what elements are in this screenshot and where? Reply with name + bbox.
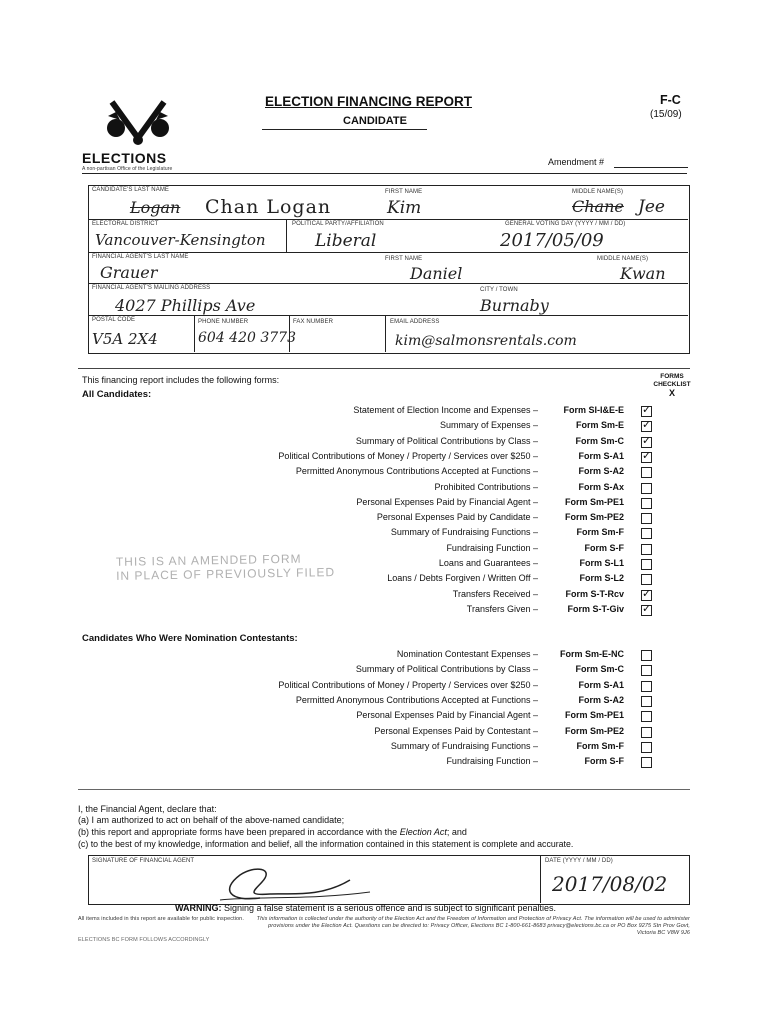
voting-day-field[interactable]: 2017/05/09 [500,230,604,251]
form-description: Personal Expenses Paid by Financial Agent – [356,496,538,507]
warning-label: WARNING: [175,903,222,913]
candidate-middle-name-label: MIDDLE NAME(S) [572,189,624,195]
form-code-label: Form SI-I&E-E [563,405,624,415]
postal-field[interactable]: V5A 2X4 [92,330,158,348]
phone-field[interactable]: 604 420 3773 [198,330,296,346]
form-checkbox[interactable] [641,681,652,692]
form-code-label: Form S-T-Rcv [565,588,624,599]
declaration-a: (a) I am authorized to act on behalf of the above-named candidate; [78,815,345,825]
checklist-label-checklist: CHECKLIST [653,381,691,388]
form-row [0,420,770,433]
address-label: FINANCIAL AGENT'S MAILING ADDRESS [92,285,211,291]
district-field[interactable]: Vancouver-Kensington [95,231,266,249]
form-checkbox[interactable] [641,696,652,707]
form-checkbox[interactable] [641,406,652,417]
declaration-c: (c) to the best of my knowledge, information and belief, all the information contained in this statement is complete and accurate. [78,839,574,849]
form-row [0,695,770,708]
form-code-label: Form Sm-PE2 [564,512,624,523]
page-subtitle: CANDIDATE [343,115,407,127]
form-row [0,741,770,754]
form-checkbox[interactable] [641,590,652,601]
form-code-label: Form S-A1 [578,450,624,461]
form-description: Loans / Debts Forgiven / Written Off – [387,573,538,584]
form-description: Fundraising Function – [446,756,538,767]
footer-bottom-left: ELECTIONS BC FORM FOLLOWS ACCORDINGLY [78,937,210,943]
form-checkbox[interactable] [641,757,652,768]
declaration-b-post: ; and [446,827,467,837]
form-description: Summary of Fundraising Functions – [390,527,538,538]
form-checkbox[interactable] [641,559,652,570]
form-row [0,497,770,510]
form-code-label: Form Sm-C [575,435,624,446]
form-code-label: Form S-L2 [579,573,624,584]
form-code-label: Form Sm-F [576,527,624,538]
form-version: (15/09) [650,109,682,120]
candidate-last-name-label: CANDIDATE'S LAST NAME [92,187,170,193]
form-row [0,604,770,617]
declaration-b [78,827,467,837]
form-description: Statement of Election Income and Expenses – [353,405,538,415]
phone-label: PHONE NUMBER [198,319,249,325]
form-description: Summary of Political Contributions by Class – [355,664,538,675]
form-checkbox[interactable] [641,665,652,676]
form-row [0,664,770,677]
form-description: Transfers Given – [466,603,538,614]
form-checkbox[interactable] [641,452,652,463]
agent-last-name-field[interactable]: Grauer [100,263,158,282]
form-row [0,512,770,525]
declaration-intro: I, the Financial Agent, declare that: [78,804,217,814]
form-checkbox[interactable] [641,467,652,478]
checklist-header [652,373,692,397]
form-description: Summary of Fundraising Functions – [390,740,538,751]
candidate-last-name-struck[interactable]: Logan [130,198,181,217]
form-row [0,589,770,602]
form-description: Summary of Expenses – [439,420,538,431]
candidate-first-name-label: FIRST NAME [385,189,423,195]
form-description: Summary of Political Contributions by Class – [355,435,538,446]
postal-label: POSTAL CODE [92,317,136,323]
amended-stamp-line-1: THIS IS AN AMENDED FORM [115,551,302,569]
form-code-label: Form Sm-F [576,740,624,751]
candidate-middle-name-struck[interactable]: Chane [572,197,624,216]
amended-stamp [116,551,335,583]
form-code-label: Form S-A2 [578,466,624,477]
voting-day-label: GENERAL VOTING DAY (YYYY / MM / DD) [505,221,626,227]
form-code: F-C [660,93,681,107]
form-description: Political Contributions of Money / Property / Services over $250 – [278,679,538,690]
form-row [0,451,770,464]
city-field[interactable]: Burnaby [480,296,549,315]
form-description: Loans and Guarantees – [438,558,538,568]
agent-middle-name-field[interactable]: Kwan [620,264,666,283]
party-field[interactable]: Liberal [315,231,377,251]
district-label: ELECTORAL DISTRICT [92,221,159,227]
form-code-label: Form S-A1 [578,679,624,690]
form-checkbox[interactable] [641,742,652,753]
form-row [0,543,770,556]
form-description: Personal Expenses Paid by Financial Agent – [356,710,538,721]
signature-date[interactable]: 2017/08/02 [552,872,668,896]
candidate-last-name[interactable]: Chan Logan [205,196,332,218]
agent-first-name-label: FIRST NAME [385,256,423,262]
form-code-label: Form Sm-PE1 [564,710,624,721]
form-checkbox[interactable] [641,437,652,448]
date-label: DATE (YYYY / MM / DD) [545,858,613,864]
form-checkbox[interactable] [641,727,652,738]
form-checkbox[interactable] [641,605,652,616]
warning [175,903,556,913]
form-row [0,726,770,739]
form-row [0,466,770,479]
form-checkbox[interactable] [641,650,652,661]
elections-logo [98,96,178,151]
form-code-label: Form Sm-PE2 [564,725,624,736]
form-code-label: Form S-L1 [579,558,624,568]
form-row [0,527,770,540]
form-checkbox[interactable] [641,544,652,555]
party-label: POLITICAL PARTY/AFFILIATION [292,221,384,227]
address-field[interactable]: 4027 Phillips Ave [115,296,256,315]
nomination-label: Candidates Who Were Nomination Contestants: [82,633,298,644]
form-code-label: Form Sm-E-NC [559,649,624,659]
agent-middle-name-label: MIDDLE NAME(S) [597,256,649,262]
checklist-label-forms: FORMS [660,373,684,380]
form-description: Prohibited Contributions – [434,481,538,492]
form-checkbox[interactable] [641,528,652,539]
agent-first-name-field[interactable]: Daniel [410,264,463,283]
form-checkbox[interactable] [641,513,652,524]
form-description: Permitted Anonymous Contributions Accepted at Functions – [295,694,538,705]
candidate-middle-name[interactable]: Jee [638,197,665,217]
form-row [0,405,770,418]
email-label: EMAIL ADDRESS [390,319,440,325]
form-code-label: Form S-A2 [578,694,624,705]
form-row [0,680,770,693]
form-description: Permitted Anonymous Contributions Accepted at Functions – [295,466,538,477]
agent-last-name-label: FINANCIAL AGENT'S LAST NAME [92,254,189,260]
form-description: Nomination Contestant Expenses – [396,649,538,659]
form-checkbox[interactable] [641,483,652,494]
form-code-label: Form Sm-C [575,664,624,675]
form-row [0,482,770,495]
city-label: CITY / TOWN [480,287,518,293]
form-description: Political Contributions of Money / Property / Services over $250 – [278,450,538,461]
signature-drawing[interactable] [200,860,380,905]
forms-intro: This financing report includes the following forms: [82,375,280,385]
amendment-label: Amendment # [548,157,605,167]
form-checkbox[interactable] [641,711,652,722]
form-row [0,710,770,723]
form-checkbox[interactable] [641,574,652,585]
email-field[interactable]: kim@salmonsrentals.com [395,333,577,349]
form-row [0,649,770,662]
declaration-b-pre: (b) this report and appropriate forms have been prepared in accordance with the [78,827,400,837]
form-code-label: Form S-F [584,542,624,553]
candidate-first-name[interactable]: Kim [387,198,422,218]
signature-label: SIGNATURE OF FINANCIAL AGENT [92,858,195,864]
footer-right: This information is collected under the authority of the Election Act and the Freedom of Information and Protection of Privacy Act. The information will be used to administer provisions under the Election Act. Questions can be directed to: Privacy Officer, Elections BC 1-800-661-8683 privacy@elections.bc.ca or PO Box 9275 Stn Prov Govt, Victoria BC V8W 9J6 [256,916,690,936]
form-row [0,436,770,449]
form-description: Transfers Received – [452,588,538,599]
page-title: ELECTION FINANCING REPORT [265,94,473,109]
form-code-label: Form S-F [584,756,624,767]
form-code-label: Form S-Ax [578,481,624,492]
form-code-label: Form S-T-Giv [567,603,624,614]
all-candidates-label: All Candidates: [82,389,152,400]
footer-left: All items included in this report are available for public inspection. [78,916,244,922]
warning-text: Signing a false statement is a serious offence and is subject to significant penalties. [224,903,557,913]
form-code-label: Form Sm-E [575,420,624,431]
org-name: ELECTIONS [82,150,167,166]
form-checkbox[interactable] [641,498,652,509]
form-description: Fundraising Function – [446,542,538,553]
checklist-x: X [668,388,675,398]
form-description: Personal Expenses Paid by Candidate – [376,512,538,523]
fax-label: FAX NUMBER [293,319,334,325]
org-tagline: A non-partisan Office of the Legislature [82,166,173,172]
form-code-label: Form Sm-PE1 [564,496,624,507]
declaration-b-act: Election Act [399,827,447,837]
form-row [0,756,770,769]
form-checkbox[interactable] [641,421,652,432]
form-description: Personal Expenses Paid by Contestant – [374,725,538,736]
amended-stamp-line-2: IN PLACE OF PREVIOUSLY FILED [116,565,336,583]
